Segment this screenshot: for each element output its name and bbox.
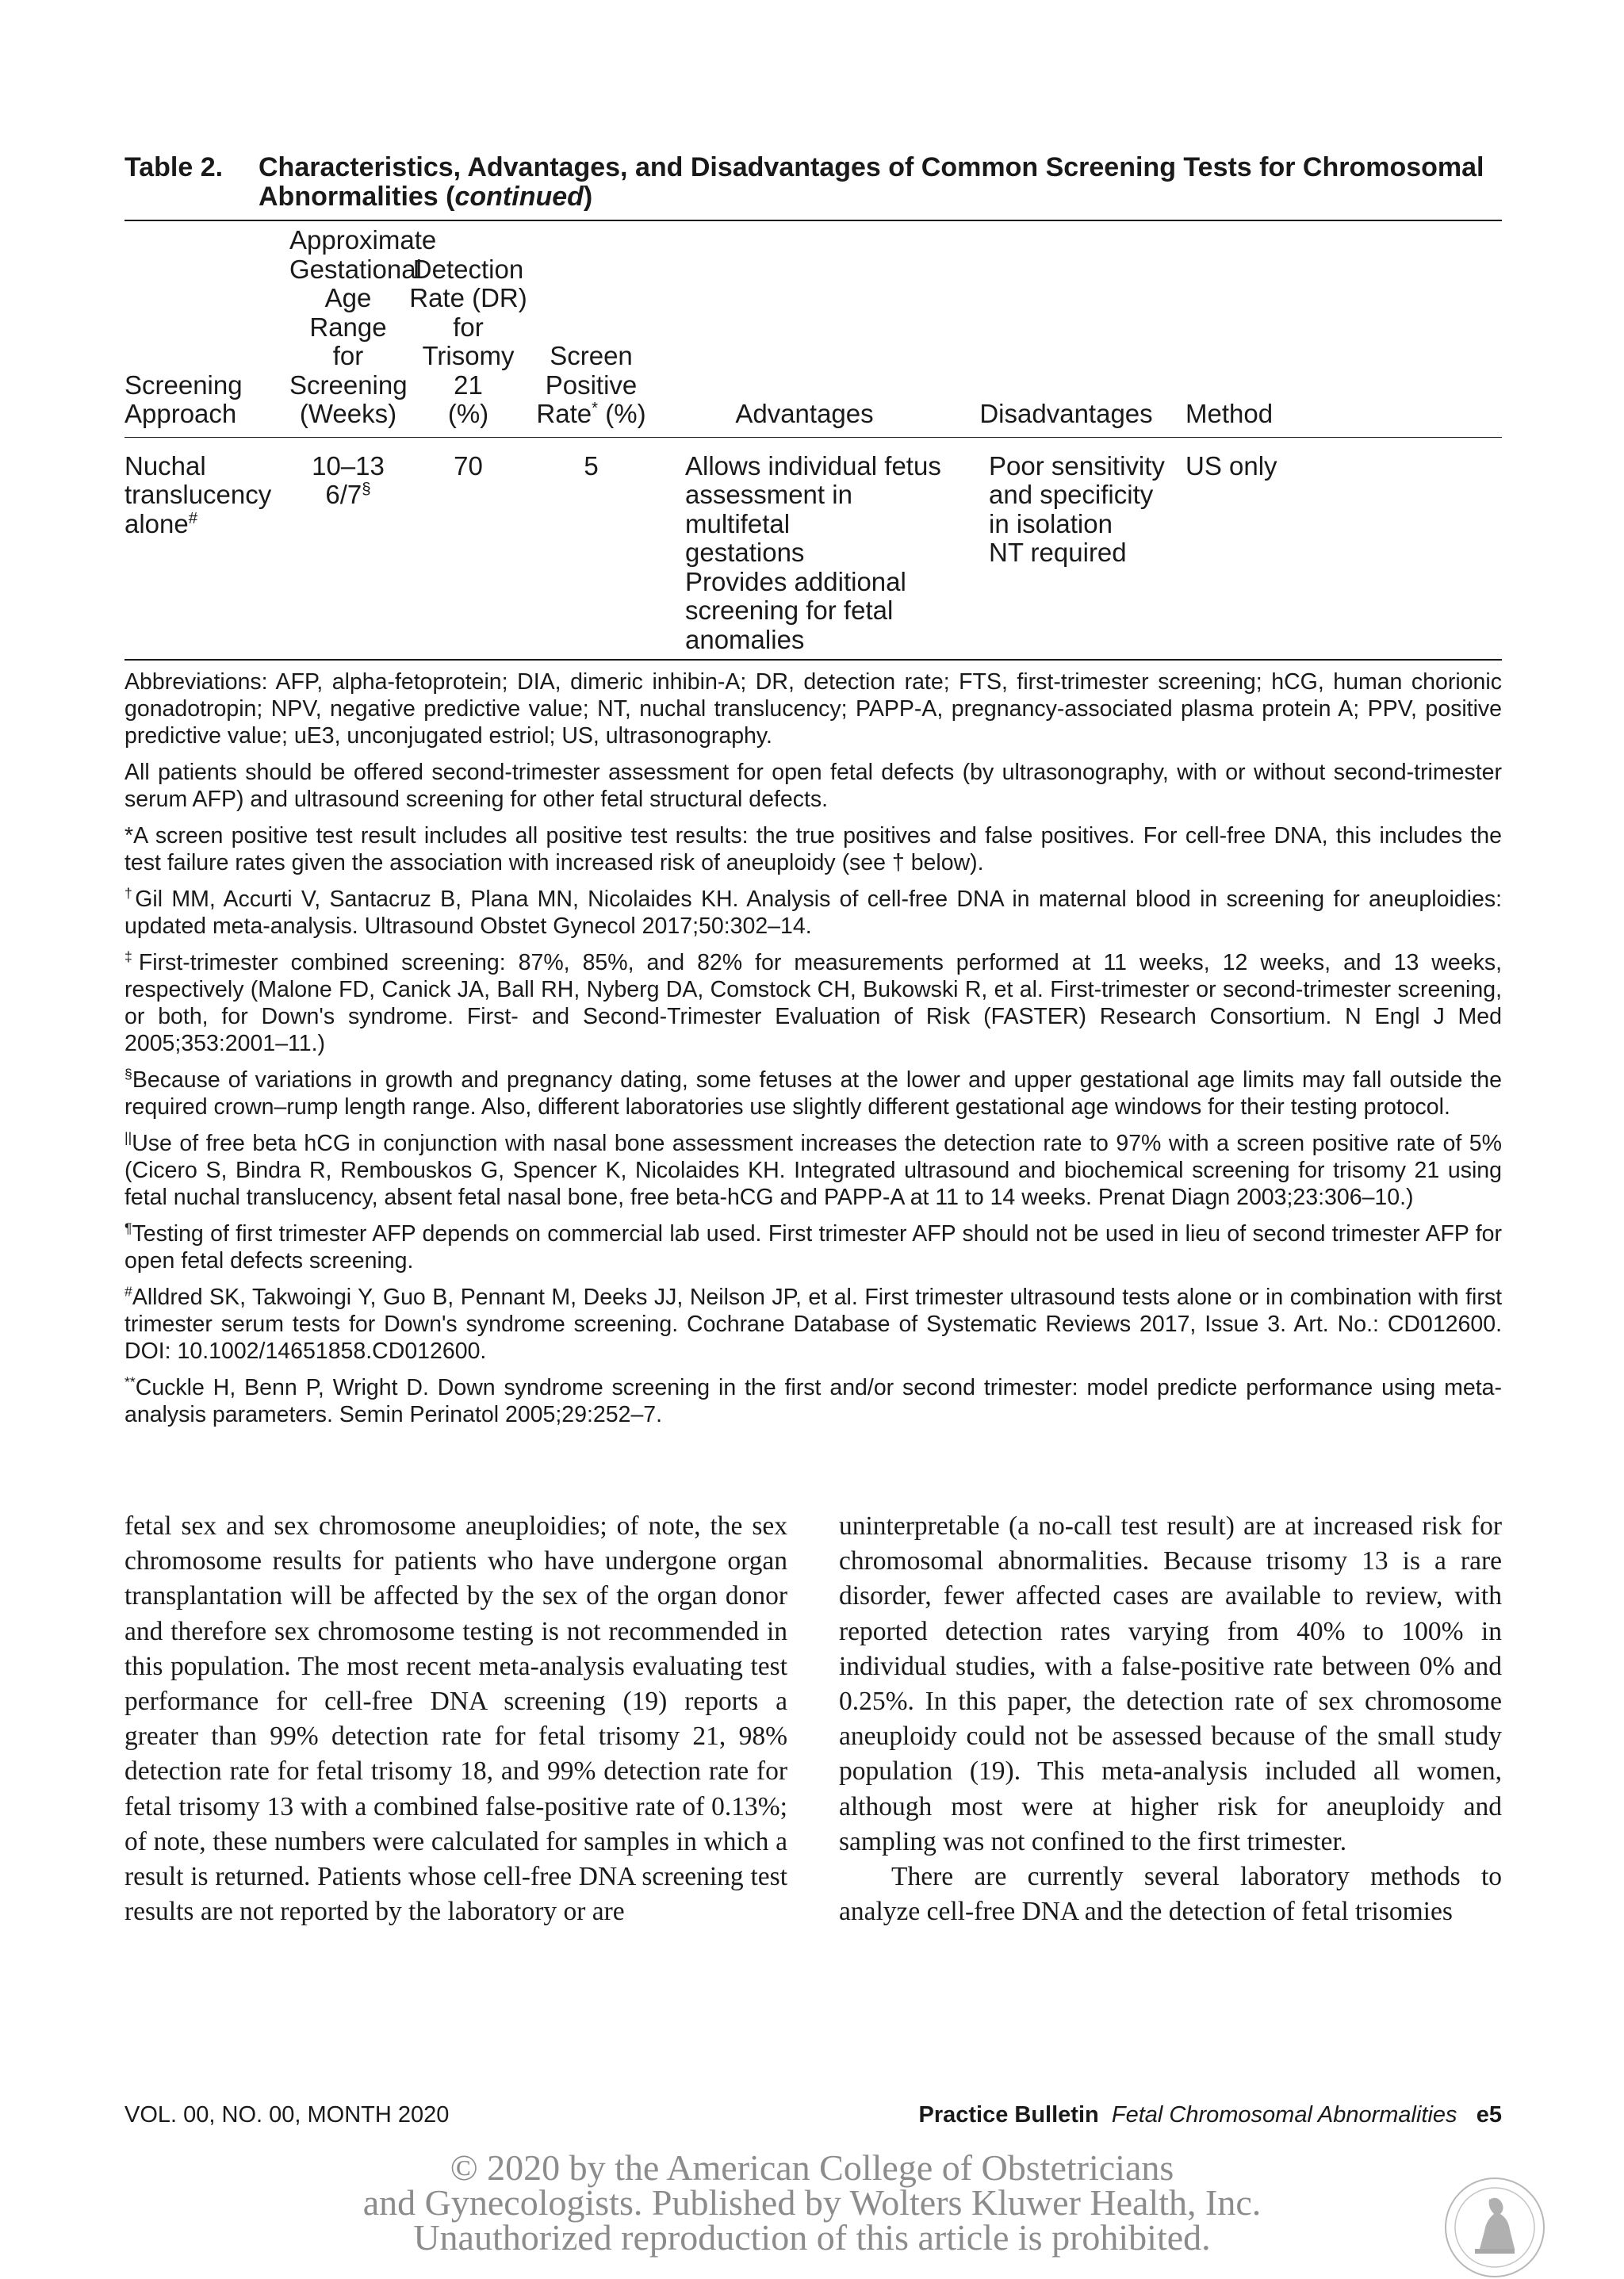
footnote: §Because of variations in growth and pregnancy dating, some fetuses at the lower and upper gestational age limits may fall outside the required crown–rump length range. Also, different laboratories use slightly different gestational age windows for their testing protocol.	[124, 1066, 1502, 1120]
body-paragraph: fetal sex and sex chromosome aneuploidies; of note, the sex chromosome results for patients who have undergone organ transplantation will be affected by the sex of the organ donor and therefore sex chromosome testing is not recommended in this population. The most recent meta-analysis evaluating test performance for cell-free DNA screening (19) reports a greater than 99% detection rate for fetal trisomy 21, 98% detection rate for fetal trisomy 18, and 99% detection rate for fetal trisomy 13 with a combined false-positive rate of 0.13%; of note, these numbers were calculated for samples in which a result is returned. Patients whose cell-free DNA screening test results are not reported by the laboratory or are	[124, 1511, 787, 1927]
body-column-right	[839, 1509, 1502, 1929]
footer-volume: VOL. 00, NO. 00, MONTH 2020	[124, 2102, 450, 2128]
body-text	[124, 1509, 1502, 1929]
footnote: ‡First-trimester combined screening: 87%, 85%, and 82% for measurements performed at 11 weeks, 12 weeks, and 13 weeks, respectively (Malone FD, Canick JA, Ball RH, Nyberg DA, Comstock CH, Bukowski R, et al. First-trimester or second-trimester screening, or both, for Down's syndrome. First- and Second-Trimester Evaluation of Risk (FASTER) Research Consortium. N Engl J Med 2005;353:2001–11.)	[124, 948, 1502, 1056]
footer-journal: Practice Bulletin	[918, 2102, 1099, 2128]
cell-approach: Nuchal translucency alone#	[124, 450, 272, 538]
table-footnotes	[124, 668, 1502, 1428]
footer-article: Fetal Chromosomal Abnormalities	[1111, 2102, 1457, 2128]
page-number: e5	[1476, 2102, 1502, 2128]
screening-table-section	[124, 153, 1502, 1438]
footnote: **Cuckle H, Benn P, Wright D. Down syndrome screening in the first and/or second trimester: model predicte performance using meta-analysis parameters. Semin Perinatol 2005;29:252–7.	[124, 1373, 1502, 1427]
footer-running-title	[918, 2102, 1502, 2128]
footnote: #Alldred SK, Takwoingi Y, Guo B, Pennant M, Deeks JJ, Neilson JP, et al. First trimester ultrasound tests alone or in combination with first trimester serum tests for Down's syndrome screening. Cochrane Database of Systematic Reviews 2017, Issue 3. Art. No.: CD012600. DOI: 10.1002/14651858.CD012600.	[124, 1283, 1502, 1364]
header-screen-positive-rate: Screen Positive Rate* (%)	[536, 341, 646, 428]
body-paragraph: There are currently several laboratory methods to analyze cell-free DNA and the detection of fetal trisomies	[839, 1862, 1502, 1927]
table-label: Table 2.	[124, 152, 224, 182]
cell-advantages: Allows individual fetus assessment in multifetal gestations Provides additional screening for fetal anomalies	[685, 450, 941, 654]
cell-screen-positive-rate: 5	[584, 450, 599, 481]
table-title-emphasis: continued	[454, 182, 584, 212]
header-disadvantages: Disadvantages	[979, 399, 1153, 428]
footnote: ¶Testing of first trimester AFP depends on commercial lab used. First trimester AFP should not be used in lieu of second trimester AFP for open fetal defects screening.	[124, 1220, 1502, 1274]
copyright-notice: © 2020 by the American College of Obstetricians and Gynecologists. Published by Wolters Kluwer Health, Inc. Unauthorized reproduction of this article is prohibited.	[362, 2147, 1262, 2258]
cell-detection-rate: 70	[454, 450, 483, 481]
table-bottom-rule	[124, 659, 1502, 661]
table-title	[124, 153, 1502, 212]
header-advantages: Advantages	[735, 399, 874, 428]
body-paragraph: uninterpretable (a no-call test result) are at increased risk for chromosomal abnormalities. Because trisomy 13 is a rare disorder, fewer affected cases are available to review, with reported detection rates varying from 40% to 100% in individual studies, with a false-positive rate between 0% and 0.25%. In this paper, the detection rate of sex chromosome aneuploidy could not be assessed because of the small study population (19). This meta-analysis included all women, although most were at higher risk for aneuploidy and sampling was not confined to the first trimester.	[839, 1511, 1502, 1856]
cell-disadvantages: Poor sensitivity and specificity in isolation NT required	[989, 450, 1165, 567]
header-age-range: Approximate Gestational Age Range for Screening (Weeks)	[289, 225, 437, 428]
table-title-text: Characteristics, Advantages, and Disadvantages of Common Screening Tests for Chromosomal Abnormalities (continued)	[259, 152, 1484, 212]
footnote: ||Use of free beta hCG in conjunction with nasal bone assessment increases the detection rate to 97% with a screen positive rate of 5% (Cicero S, Bindra R, Rembouskos G, Spencer K, Nicolaides KH. Integrated ultrasound and biochemical screening for trisomy 21 using fetal nuchal translucency, absent fetal nasal bone, free beta-hCG and PAPP-A at 11 to 14 weeks. Prenat Diagn 2003;23:306–10.)	[124, 1129, 1502, 1210]
cell-method: US only	[1185, 450, 1277, 481]
footnote: *A screen positive test result includes all positive test results: the true positives and false positives. For cell-free DNA, this includes the test failure rates given the association with increased risk of aneuploidy (see † below).	[124, 823, 1502, 875]
footnote: Abbreviations: AFP, alpha-fetoprotein; DIA, dimeric inhibin-A; DR, detection rate; FTS, first-trimester screening; hCG, human chorionic gonadotropin; NPV, negative predictive value; NT, nuchal translucency; PAPP-A, pregnancy-associated plasma protein A; PPV, positive predictive value; uE3, unconjugated estriol; US, ultrasonography.	[124, 669, 1502, 749]
screening-table	[124, 221, 1502, 659]
page-footer	[124, 2102, 1502, 2128]
header-method: Method	[1185, 399, 1274, 428]
header-detection-rate: Detection Rate (DR) for Trisomy 21 (%)	[409, 254, 527, 428]
body-column-left	[124, 1509, 787, 1929]
cell-age-range: 10–13 6/7§	[312, 450, 385, 509]
table-header-row	[124, 221, 1502, 437]
footnote: †Gil MM, Accurti V, Santacruz B, Plana MN, Nicolaides KH. Analysis of cell-free DNA in maternal blood in screening for aneuploidies: updated meta-analysis. Ultrasound Obstet Gynecol 2017;50:302–14.	[124, 885, 1502, 939]
table-row	[124, 438, 1502, 660]
footnote: All patients should be offered second-trimester assessment for open fetal defects (by ultrasonography, with or without second-trimester serum AFP) and ultrasound screening for other fetal structural defects.	[124, 760, 1502, 812]
header-screening-approach: Screening Approach	[124, 370, 243, 428]
acog-seal-icon	[1443, 2176, 1546, 2279]
